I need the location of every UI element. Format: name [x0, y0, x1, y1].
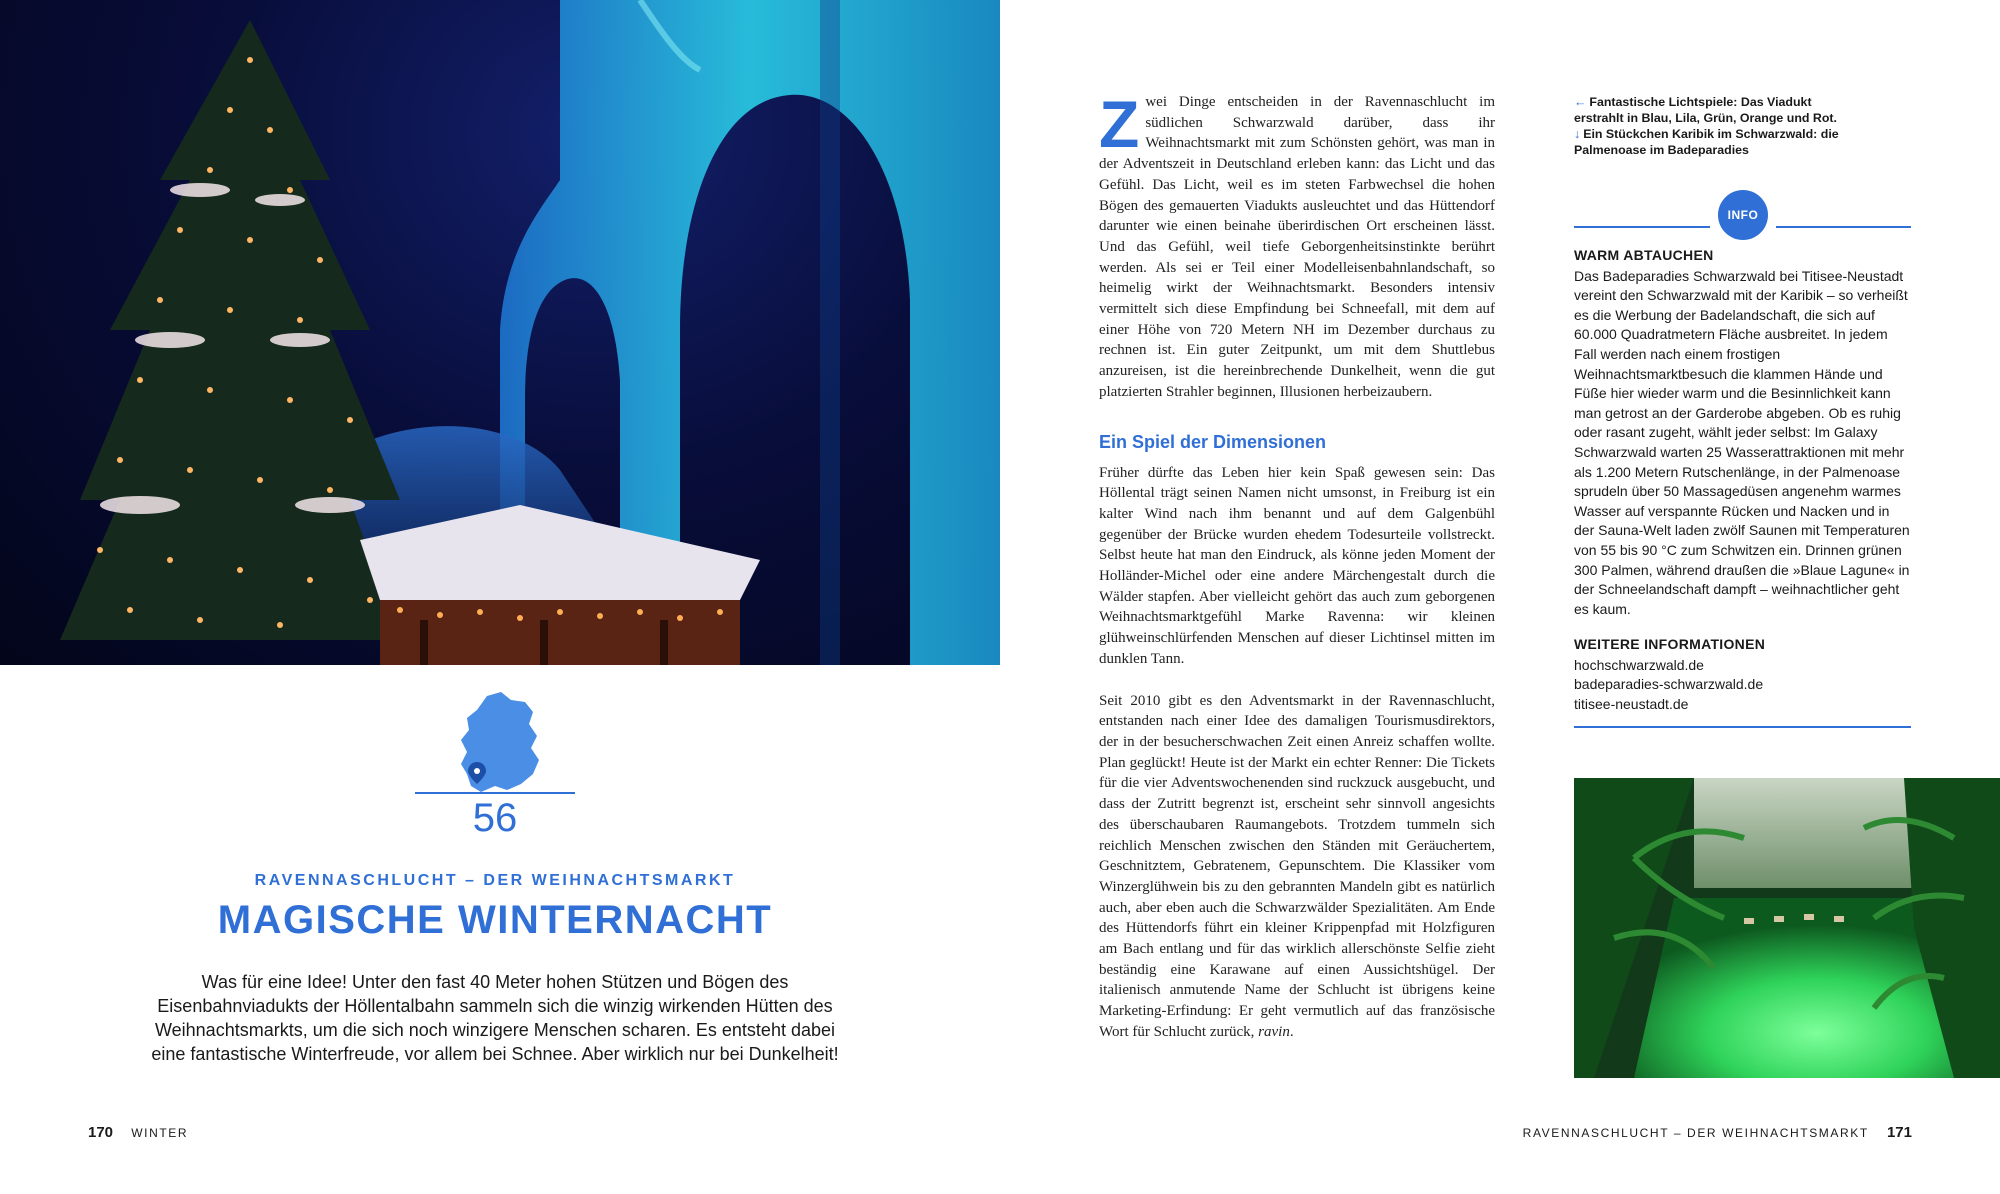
section-label-right: RAVENNASCHLUCHT – DER WEIHNACHTSMARKT — [1522, 1126, 1869, 1140]
main-article — [1099, 87, 1495, 1043]
kicker: RAVENNASCHLUCHT – DER WEIHNACHTSMARKT — [254, 872, 736, 889]
caption-1-text: Fantastische Lichtspiele: Das Viadukt erstrahlt in Blau, Lila, Grün, Orange und Rot. — [1574, 95, 1837, 125]
footer-left — [88, 1124, 188, 1141]
paragraph-3-text: Seit 2010 gibt es den Adventsmarkt in der Ravennaschlucht, entstanden nach einer Idee des damaligen Tourismusdirektors, der in der besucherschwachen Zeit einen Anreiz schaffen wollte. Plan geglückt! Heute ist der Markt ein echter Renner: Die Tickets für die vier Adventswochenenden sind ruckzuck ausgebucht, und dass der Zutritt begrenzt ist, erscheint sehr sinnvoll angesichts des überschaubaren Raumangebots. Trotzdem tummeln sich reichlich Menschen zwischen den Ständen mit Geräuchertem, Geschnitztem, Gebratenem, Gepunschtem. Die Klassiker vom Winzerglühwein bis zu den gebrannten Mandeln gibt es natürlich auch, aber eben auch die Schwarzwälder Spezialitäten. Am Ende des Hüttendorfs führt ein kleiner Krippenpfad mit Holzfiguren am Bach entlang und für das wirklich allerschönste Selfie zieht beständig eine Karawane auf einen Aussichtshügel. Der italienisch anmutende Name der Schlucht ist übrigens keine Marketing-Erfindung: Er geht vermutlich auf das französische Wort für Schlucht zurück, — [1099, 692, 1495, 1040]
link-badeparadies[interactable]: badeparadies-schwarzwald.de — [1574, 676, 1764, 693]
page-title: MAGISCHE WINTERNACHT — [217, 898, 773, 942]
links-heading: WEITERE INFORMATIONEN — [1574, 636, 1766, 653]
caption-2-text: Ein Stückchen Karibik im Schwarzwald: die Palmenoase im Badeparadies — [1574, 127, 1839, 157]
info-badge: INFO — [1718, 190, 1768, 240]
palm-oasis-photo — [1574, 778, 2000, 1078]
info-rule-right — [1776, 226, 1911, 228]
info-box — [1574, 246, 1911, 715]
footer-right — [1523, 1124, 1912, 1141]
page-number-left: 170 — [88, 1124, 114, 1141]
paragraph-3-end: . — [1289, 1023, 1294, 1040]
lead-paragraph: Was für eine Idee! Unter den fast 40 Meter hohen Stützen und Bögen des Eisenbahnviadukts der Höllentalbahn sammeln sich die winzig wirkenden Hütten des Weihnachtsmarkts, um die sich noch winzigere Menschen scharen. Es entsteht dabei eine fantastische Winterfreude, vor allem bei Schnee. Aber wirklich nur bei Dunkelheit! — [151, 972, 839, 1064]
paragraph-2: Früher dürfte das Leben hier kein Spaß gewesen sein: Das Höllental trägt seinen Namen nicht umsonst, in Freiburg ist ein kalter Wind nach ihm benannt und auf dem Galgenbühl gegenüber der Brücke wurden ehedem Todesurteile vollstreckt. Selbst heute hat man den Eindruck, als könne jeden Moment der Holländer-Michel oder eine andere Märchengestalt durch die Wälder stapfen. Aber vielleicht gehört das auch zum geborgenen Weihnachtsmarktgefühl Marke Ravenna: wir kleinen glühweinschlürfenden Menschen auf dieser Lichtinsel mitten im dunklen Tann. — [1099, 464, 1495, 667]
image-captions — [1574, 94, 1864, 158]
info-rule-left — [1574, 226, 1710, 228]
link-titisee-neustadt[interactable]: titisee-neustadt.de — [1574, 696, 1689, 713]
subheading: Ein Spiel der Dimensionen — [1099, 431, 1327, 452]
spot-number: 56 — [472, 796, 518, 840]
arrow-down-icon: ↓ — [1574, 127, 1581, 141]
info-rule-bottom — [1574, 726, 1911, 728]
caption-2 — [1574, 126, 1864, 158]
number-rule — [415, 792, 575, 794]
caption-1 — [1574, 94, 1864, 126]
paragraph-3 — [1099, 691, 1495, 1043]
paragraph-3-italic: ravin — [1258, 1023, 1290, 1040]
paragraph-1 — [1099, 87, 1495, 403]
info-heading: WARM ABTAUCHEN — [1574, 247, 1714, 263]
drop-cap: Z — [1099, 87, 1140, 161]
link-hochschwarzwald[interactable]: hochschwarzwald.de — [1574, 656, 1704, 673]
page-number-right: 171 — [1886, 1124, 1912, 1141]
section-label-left: WINTER — [131, 1126, 189, 1140]
viaduct-photo — [0, 0, 1000, 665]
info-body: Das Badeparadies Schwarzwald bei Titisee-Neustadt vereint den Schwarzwald mit der Karibik – so verheißt es die Werbung der Badelandschaft, die sich auf 60.000 Quadratmetern Fläche ausbreitet. In jedem Fall werden nach einem frostigen Weihnachtsmarktbesuch die klammen Hände und Füße hier wieder warm und die Besinnlichkeit kann man getrost an der Garderobe abgeben. Ob es ruhig oder rasant zugeht, wählt jeder selbst: Im Galaxy Schwarzwald warten 25 Wasserattraktionen mit mehr als 1.200 Metern Rutschenlänge, in der Palmenoase sprudeln über 50 Massagedüsen angenehm warmes Wasser auf verspannte Rücken und Nacken und in der Sauna-Welt laden zwölf Saunen mit Temperaturen von 55 bis 90 °C zum Schwitzen ein. Drinnen grünen 300 Palmen, während draußen die »Blaue Lagune« in der Schneelandschaft dampft – weihnachtlicher geht es kaum. — [1574, 267, 1910, 617]
germany-map — [415, 690, 575, 800]
paragraph-1-text: wei Dinge entscheiden in der Ravennaschlucht im südlichen Schwarzwald darüber, dass ihr Weihnachtsmarkt mit zum Schönsten gehört, was man in der Adventszeit in Deutschland erleben kann: das Licht und das Gefühl. Das Licht, weil es im steten Farbwechsel die hohen Bögen des gemauerten Viadukts ausleuchtet und das Hüttendorf darunter wie einen beinahe überirdischen Ort erscheinen lässt. Und das Gefühl, weil tiefe Geborgenheitsinstinkte berührt werden. Als sei er Teil einer Modelleisenbahnlandschaft, so heimelig wirkt der Weihnachtsmarkt. Besonders intensiv vermittelt sich diese Empfindung bei Schneefall, mit dem auf einer Höhe von 720 Metern NH im Dezember durchaus zu rechnen ist. Ein guter Zeitpunkt, um mit dem Shuttlebus anzureisen, ist die hereinbrechende Dunkelheit, wenn die gut platzierten Strahler beginnen, Illusionen herbeizaubern. — [1099, 94, 1495, 400]
arrow-left-icon: ← — [1574, 95, 1587, 109]
